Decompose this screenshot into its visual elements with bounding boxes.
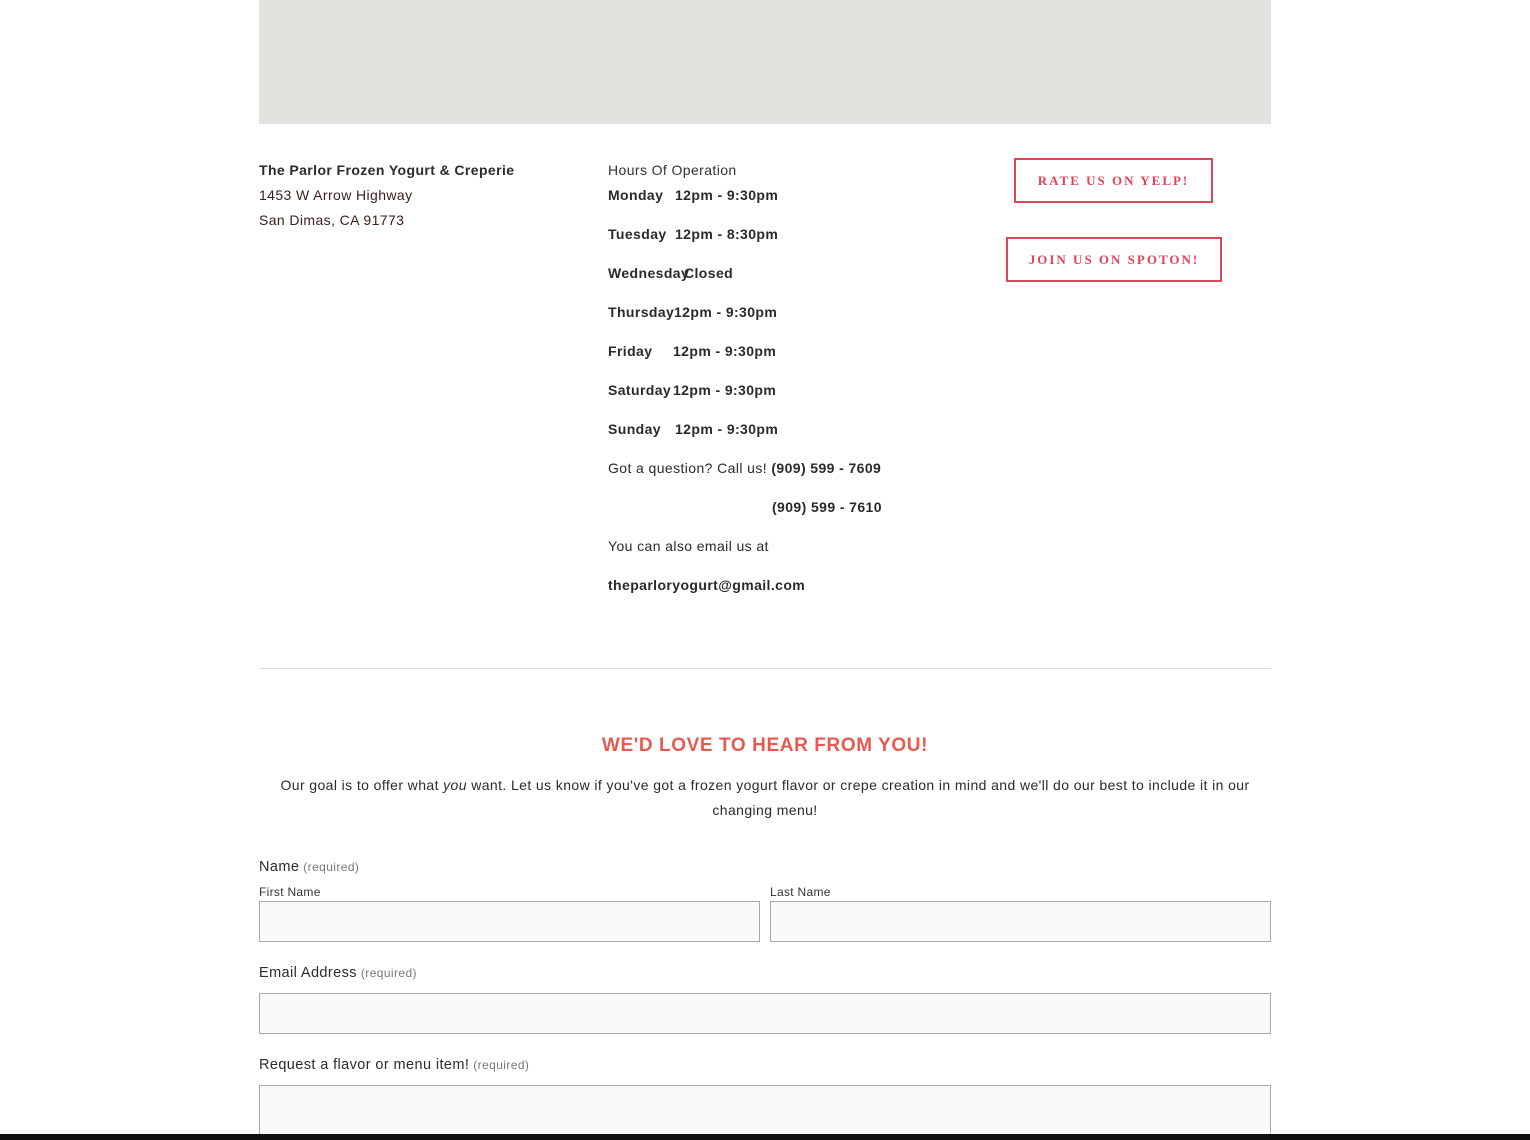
desc-emphasis: you	[443, 777, 467, 793]
business-name: The Parlor Frozen Yogurt & Creperie	[259, 162, 515, 178]
required-tag: (required)	[303, 860, 360, 874]
contact-title: WE'D LOVE TO HEAR FROM YOU!	[601, 735, 929, 756]
last-name-label: Last Name	[770, 885, 831, 899]
hours-time: 12pm - 9:30pm	[675, 187, 779, 203]
email-label	[259, 963, 417, 983]
desc-part: want. Let us know if you've got a frozen yogurt flavor or crepe creation in mind and we'll do our best to include it in our changing menu!	[466, 777, 1250, 818]
hours-row-saturday	[608, 378, 882, 403]
hours-row-thursday	[608, 300, 882, 325]
last-name-input[interactable]	[770, 901, 1271, 942]
email-input[interactable]	[259, 993, 1271, 1034]
email-label-text: Email Address	[259, 965, 357, 981]
hours-time: 12pm - 9:30pm	[673, 343, 777, 359]
hours-row-sunday	[608, 417, 882, 442]
hours-time: 12pm - 9:30pm	[674, 304, 778, 320]
hours-row-friday	[608, 339, 882, 364]
hours-row-wednesday	[608, 261, 882, 286]
hours-day: Sunday	[608, 421, 661, 437]
phone-primary[interactable]: (909) 599 - 7609	[771, 460, 882, 476]
request-label	[259, 1055, 529, 1075]
hours-row-monday	[608, 183, 882, 208]
hours-time: 12pm - 9:30pm	[673, 382, 777, 398]
hours-day: Monday	[608, 187, 664, 203]
hours-time: 12pm - 8:30pm	[675, 226, 779, 242]
hours-day: Wednesday	[608, 265, 690, 281]
hours-row-tuesday	[608, 222, 882, 247]
address-block	[259, 158, 514, 233]
request-label-text: Request a flavor or menu item!	[259, 1057, 470, 1073]
hours-day: Tuesday	[608, 226, 667, 242]
request-textarea[interactable]	[259, 1085, 1271, 1140]
hours-time: Closed	[684, 265, 734, 281]
rate-us-on-yelp-button[interactable]: RATE US ON YELP!	[1014, 158, 1213, 203]
required-tag: (required)	[473, 1058, 530, 1072]
name-label	[259, 857, 359, 877]
call-line	[608, 456, 882, 481]
section-divider	[259, 668, 1271, 669]
name-label-text: Name	[259, 859, 300, 875]
contact-description	[259, 773, 1271, 823]
hours-day: Thursday	[608, 304, 675, 320]
join-us-on-spoton-button[interactable]: JOIN US ON SPOTON!	[1006, 237, 1222, 282]
hours-day: Friday	[608, 343, 653, 359]
hours-time: 12pm - 9:30pm	[675, 421, 779, 437]
phone-secondary[interactable]: (909) 599 - 7610	[772, 499, 882, 515]
email-prompt: You can also email us at	[608, 538, 769, 554]
city-state-zip: San Dimas, CA 91773	[259, 212, 405, 228]
hours-block	[608, 158, 882, 612]
bottom-bar	[0, 1134, 1530, 1140]
first-name-label: First Name	[259, 885, 321, 899]
email-address[interactable]: theparloryogurt@gmail.com	[608, 577, 806, 593]
hours-heading: Hours Of Operation	[608, 162, 737, 178]
hours-day: Saturday	[608, 382, 672, 398]
call-prompt: Got a question? Call us!	[608, 460, 768, 476]
required-tag: (required)	[360, 966, 417, 980]
map-embed[interactable]	[259, 0, 1271, 124]
first-name-input[interactable]	[259, 901, 760, 942]
desc-part: Our goal is to offer what	[280, 777, 444, 793]
street-address: 1453 W Arrow Highway	[259, 187, 413, 203]
